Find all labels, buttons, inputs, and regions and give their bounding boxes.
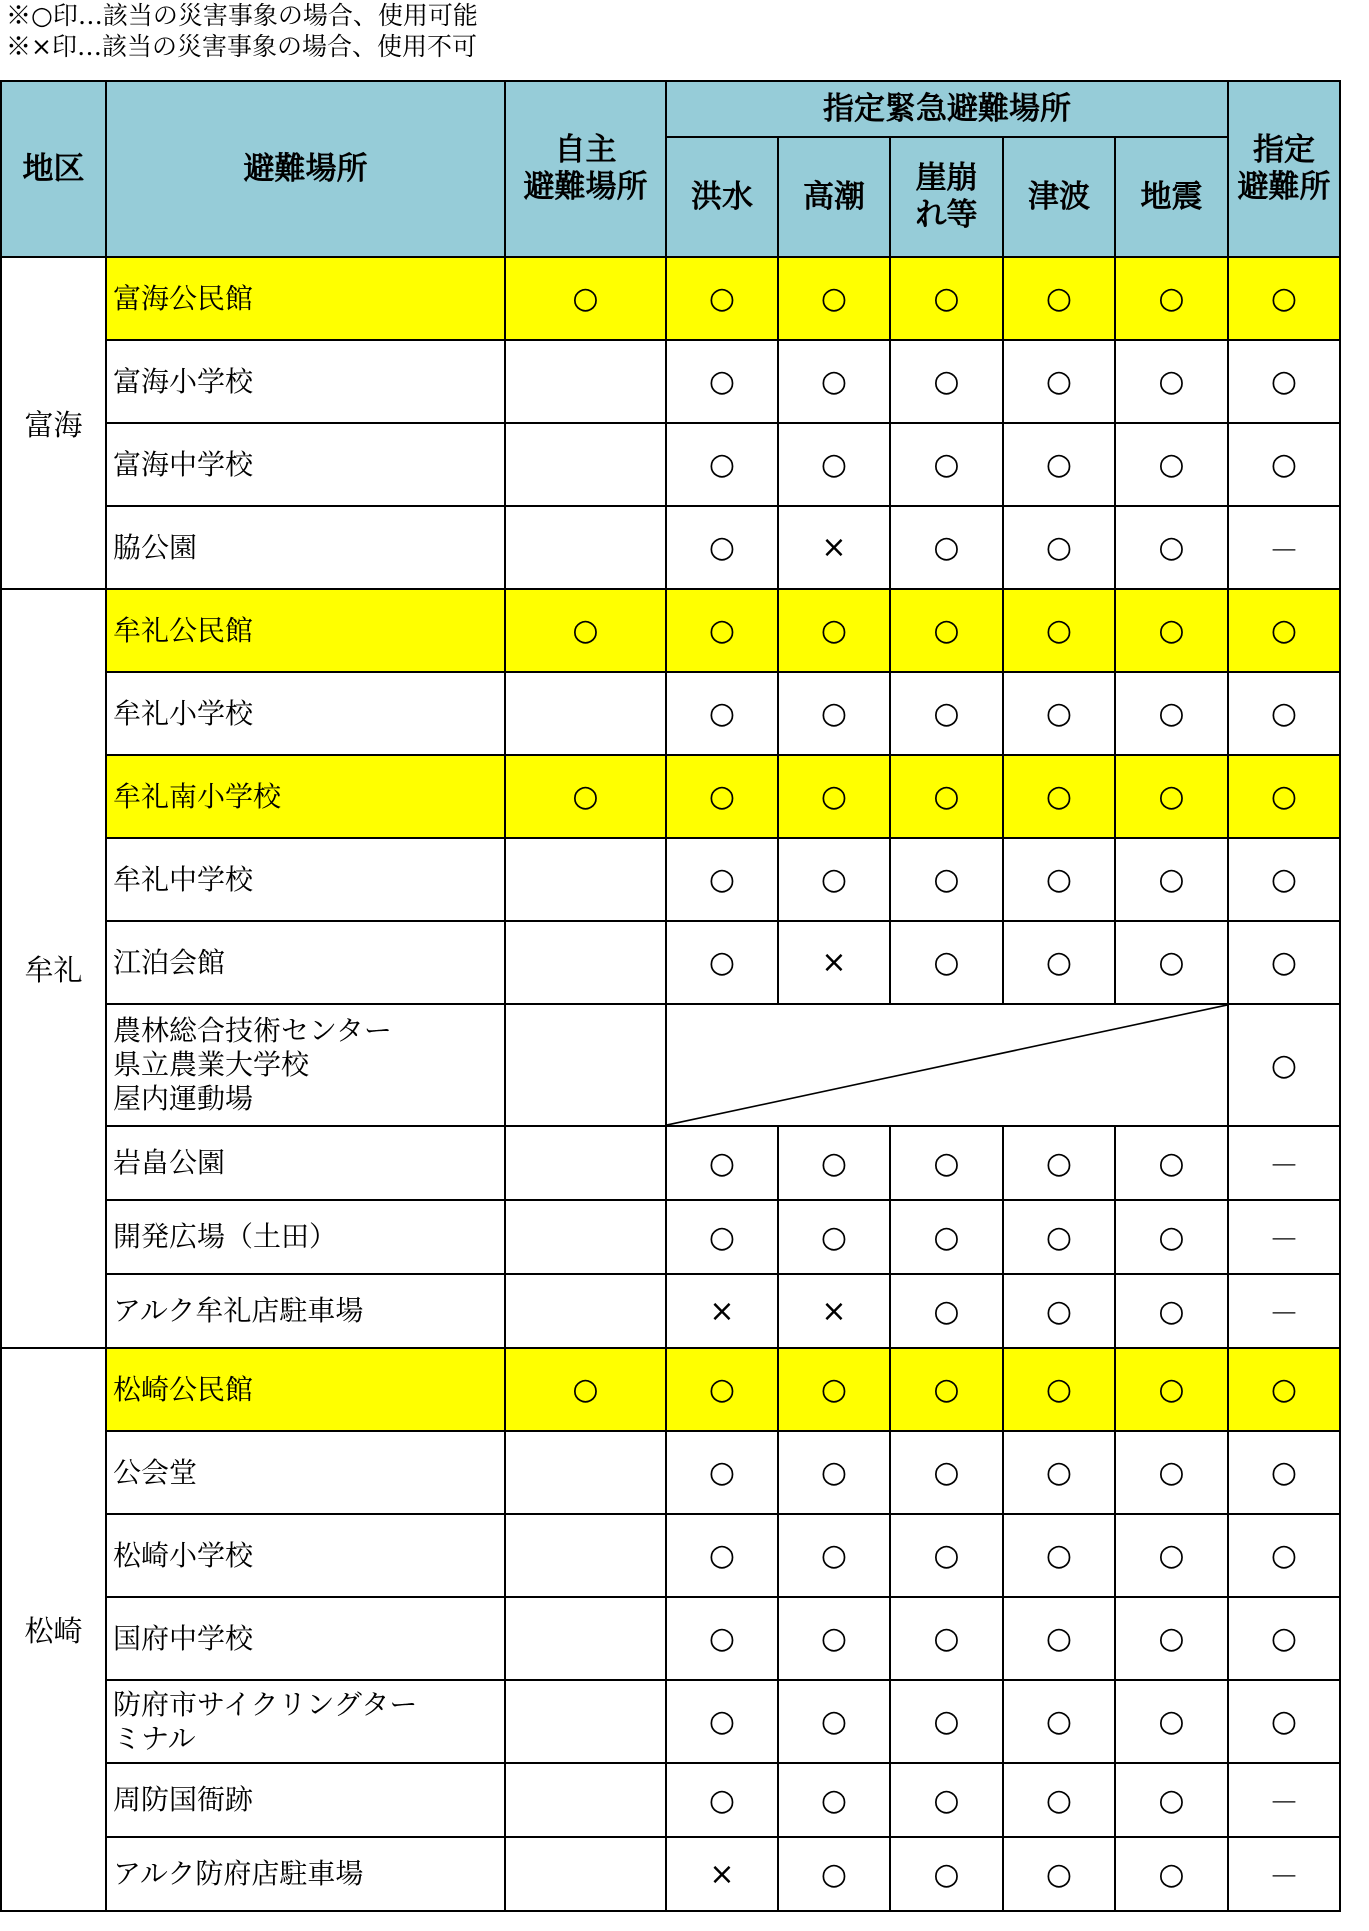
mark-cell: ○: [890, 257, 1003, 340]
diagonal-line: [667, 1005, 1227, 1125]
mark-cell: ○: [505, 755, 666, 838]
mark-cell: [505, 423, 666, 506]
mark-cell: ○: [1003, 340, 1115, 423]
mark-cell: ○: [1003, 589, 1115, 672]
mark-cell: ○: [1003, 1680, 1115, 1763]
mark-cell: ○: [1115, 755, 1228, 838]
mark-cell: ○: [1003, 423, 1115, 506]
table-row: [1, 1680, 1340, 1763]
header-earthquake: 地震: [1115, 137, 1228, 257]
table-row: [1, 1274, 1340, 1348]
mark-cell: ○: [778, 1680, 890, 1763]
place-name: アルク牟礼店駐車場: [106, 1274, 505, 1348]
mark-cell: －: [1228, 1837, 1340, 1911]
place-name: 牟礼南小学校: [106, 755, 505, 838]
mark-cell: [505, 1837, 666, 1911]
mark-cell: －: [1228, 1763, 1340, 1837]
place-name: 松崎公民館: [106, 1348, 505, 1431]
table-row: [1, 755, 1340, 838]
mark-cell: ×: [778, 921, 890, 1004]
mark-cell: [505, 1004, 666, 1126]
notes: [6, 0, 478, 62]
mark-cell: ○: [1228, 340, 1340, 423]
mark-cell: ○: [1003, 1348, 1115, 1431]
mark-cell: ○: [890, 755, 1003, 838]
mark-cell: ○: [1115, 506, 1228, 589]
mark-cell: ○: [1228, 1004, 1340, 1126]
mark-cell: ○: [778, 589, 890, 672]
mark-cell: ○: [1115, 423, 1228, 506]
mark-cell: [505, 1597, 666, 1680]
table-row: [1, 1004, 1340, 1126]
mark-cell: ○: [890, 838, 1003, 921]
table-row: [1, 257, 1340, 340]
evacuation-table: [0, 80, 1341, 1912]
mark-cell: ○: [666, 506, 778, 589]
place-name: 開発広場（土田）: [106, 1200, 505, 1274]
mark-cell: ○: [890, 672, 1003, 755]
mark-cell: －: [1228, 1274, 1340, 1348]
mark-cell: ○: [1228, 257, 1340, 340]
mark-cell: ○: [778, 1126, 890, 1200]
mark-cell: ○: [1003, 1514, 1115, 1597]
header-area: 地区: [1, 81, 106, 257]
mark-cell: ○: [890, 506, 1003, 589]
mark-cell: ○: [778, 1837, 890, 1911]
not-applicable-cell: [666, 1004, 1228, 1126]
mark-cell: ○: [1003, 1837, 1115, 1911]
mark-cell: ○: [890, 589, 1003, 672]
mark-cell: ○: [1228, 1348, 1340, 1431]
place-name: 農林総合技術センター 県立農業大学校 屋内運動場: [106, 1004, 505, 1126]
mark-cell: ○: [1115, 1274, 1228, 1348]
mark-cell: ○: [778, 340, 890, 423]
mark-cell: ○: [1115, 1837, 1228, 1911]
mark-cell: ○: [1228, 589, 1340, 672]
mark-cell: ○: [505, 589, 666, 672]
mark-cell: ○: [666, 1514, 778, 1597]
mark-cell: [505, 1126, 666, 1200]
area-cell: 松崎: [1, 1348, 106, 1911]
mark-cell: －: [1228, 506, 1340, 589]
mark-cell: ○: [1003, 1431, 1115, 1514]
area-cell: 富海: [1, 257, 106, 589]
mark-cell: ○: [1003, 1597, 1115, 1680]
table-body: [1, 257, 1340, 1911]
mark-cell: ○: [666, 589, 778, 672]
mark-cell: [505, 1680, 666, 1763]
mark-cell: ○: [1003, 921, 1115, 1004]
table-row: [1, 1763, 1340, 1837]
mark-cell: ○: [1115, 340, 1228, 423]
place-name: 岩畠公園: [106, 1126, 505, 1200]
mark-cell: ○: [1115, 1200, 1228, 1274]
place-name: 牟礼小学校: [106, 672, 505, 755]
header-voluntary: 自主 避難場所: [505, 81, 666, 257]
mark-cell: ○: [1003, 257, 1115, 340]
header-place: 避難場所: [106, 81, 505, 257]
mark-cell: ○: [1115, 1597, 1228, 1680]
mark-cell: ○: [1115, 1763, 1228, 1837]
mark-cell: [505, 838, 666, 921]
mark-cell: ○: [890, 1274, 1003, 1348]
mark-cell: ○: [666, 423, 778, 506]
mark-cell: ○: [890, 1431, 1003, 1514]
table-row: [1, 838, 1340, 921]
mark-cell: －: [1228, 1200, 1340, 1274]
mark-cell: ○: [1003, 838, 1115, 921]
place-name: アルク防府店駐車場: [106, 1837, 505, 1911]
mark-cell: ○: [778, 1763, 890, 1837]
mark-cell: ○: [1115, 1431, 1228, 1514]
mark-cell: ○: [1228, 672, 1340, 755]
mark-cell: ○: [1115, 1680, 1228, 1763]
mark-cell: ○: [1228, 921, 1340, 1004]
mark-cell: ○: [666, 1126, 778, 1200]
place-name: 富海公民館: [106, 257, 505, 340]
mark-cell: ○: [1003, 1126, 1115, 1200]
table-row: [1, 423, 1340, 506]
place-name: 江泊会館: [106, 921, 505, 1004]
header-designated: 指定 避難所: [1228, 81, 1340, 257]
header-storm-surge: 高潮: [778, 137, 890, 257]
place-name: 牟礼公民館: [106, 589, 505, 672]
mark-cell: ○: [1228, 1514, 1340, 1597]
mark-cell: ○: [778, 672, 890, 755]
place-name: 脇公園: [106, 506, 505, 589]
mark-cell: ×: [778, 506, 890, 589]
header-tsunami: 津波: [1003, 137, 1115, 257]
mark-cell: [505, 1431, 666, 1514]
mark-cell: ○: [778, 1431, 890, 1514]
mark-cell: ○: [666, 1763, 778, 1837]
mark-cell: ○: [1115, 1126, 1228, 1200]
mark-cell: [505, 340, 666, 423]
mark-cell: ○: [1115, 589, 1228, 672]
mark-cell: ○: [505, 1348, 666, 1431]
header-landslide: 崖崩 れ等: [890, 137, 1003, 257]
mark-cell: ○: [890, 340, 1003, 423]
table-row: [1, 672, 1340, 755]
mark-cell: ○: [1115, 838, 1228, 921]
table-row: [1, 1837, 1340, 1911]
mark-cell: ○: [1115, 1514, 1228, 1597]
place-name: 公会堂: [106, 1431, 505, 1514]
mark-cell: [505, 506, 666, 589]
table-row: [1, 921, 1340, 1004]
note-cross: ※×印…該当の災害事象の場合、使用不可: [6, 32, 477, 61]
mark-cell: ○: [778, 1200, 890, 1274]
header-flood: 洪水: [666, 137, 778, 257]
mark-cell: ○: [1115, 257, 1228, 340]
place-name: 周防国衙跡: [106, 1763, 505, 1837]
table-row: [1, 1348, 1340, 1431]
mark-cell: ○: [1003, 1200, 1115, 1274]
mark-cell: ○: [1228, 423, 1340, 506]
mark-cell: ○: [666, 1680, 778, 1763]
mark-cell: ○: [890, 1200, 1003, 1274]
mark-cell: ○: [778, 1514, 890, 1597]
mark-cell: ×: [666, 1274, 778, 1348]
mark-cell: ○: [778, 1597, 890, 1680]
mark-cell: ○: [1115, 672, 1228, 755]
mark-cell: ○: [1003, 672, 1115, 755]
mark-cell: ○: [890, 921, 1003, 1004]
note-circle: ※○印…該当の災害事象の場合、使用可能: [6, 1, 478, 30]
mark-cell: ○: [890, 1126, 1003, 1200]
mark-cell: ○: [666, 1597, 778, 1680]
table-row: [1, 1200, 1340, 1274]
place-name: 富海小学校: [106, 340, 505, 423]
mark-cell: ○: [666, 1200, 778, 1274]
mark-cell: ○: [1003, 1763, 1115, 1837]
table-row: [1, 506, 1340, 589]
mark-cell: ○: [666, 1348, 778, 1431]
area-cell: 牟礼: [1, 589, 106, 1348]
table-row: [1, 340, 1340, 423]
place-name: 防府市サイクリングター ミナル: [106, 1680, 505, 1763]
mark-cell: ○: [890, 1348, 1003, 1431]
mark-cell: ○: [778, 423, 890, 506]
mark-cell: ○: [505, 257, 666, 340]
mark-cell: [505, 1514, 666, 1597]
mark-cell: ○: [778, 838, 890, 921]
mark-cell: ○: [666, 921, 778, 1004]
mark-cell: ×: [666, 1837, 778, 1911]
mark-cell: ○: [1003, 1274, 1115, 1348]
mark-cell: [505, 1200, 666, 1274]
mark-cell: [505, 1274, 666, 1348]
table-row: [1, 589, 1340, 672]
mark-cell: [505, 921, 666, 1004]
place-name: 牟礼中学校: [106, 838, 505, 921]
mark-cell: ○: [666, 838, 778, 921]
mark-cell: ○: [1228, 755, 1340, 838]
mark-cell: ○: [1228, 1597, 1340, 1680]
mark-cell: ○: [890, 1763, 1003, 1837]
mark-cell: ○: [666, 340, 778, 423]
place-name: 国府中学校: [106, 1597, 505, 1680]
mark-cell: ○: [778, 755, 890, 838]
mark-cell: [505, 1763, 666, 1837]
mark-cell: ○: [1115, 1348, 1228, 1431]
mark-cell: ○: [666, 257, 778, 340]
mark-cell: ○: [778, 257, 890, 340]
mark-cell: [505, 672, 666, 755]
mark-cell: ×: [778, 1274, 890, 1348]
mark-cell: ○: [1228, 838, 1340, 921]
mark-cell: ○: [890, 1837, 1003, 1911]
table-row: [1, 1431, 1340, 1514]
place-name: 松崎小学校: [106, 1514, 505, 1597]
mark-cell: ○: [890, 1597, 1003, 1680]
mark-cell: ○: [890, 1514, 1003, 1597]
mark-cell: ○: [1003, 506, 1115, 589]
mark-cell: ○: [666, 755, 778, 838]
mark-cell: ○: [666, 672, 778, 755]
place-name: 富海中学校: [106, 423, 505, 506]
table-row: [1, 1126, 1340, 1200]
table-row: [1, 1514, 1340, 1597]
mark-cell: ○: [1228, 1431, 1340, 1514]
mark-cell: ○: [1115, 921, 1228, 1004]
mark-cell: ○: [1228, 1680, 1340, 1763]
mark-cell: ○: [666, 1431, 778, 1514]
table-row: [1, 1597, 1340, 1680]
mark-cell: ○: [1003, 755, 1115, 838]
mark-cell: －: [1228, 1126, 1340, 1200]
header-emergency-group: 指定緊急避難場所: [666, 81, 1228, 137]
mark-cell: ○: [778, 1348, 890, 1431]
mark-cell: ○: [890, 423, 1003, 506]
mark-cell: ○: [890, 1680, 1003, 1763]
